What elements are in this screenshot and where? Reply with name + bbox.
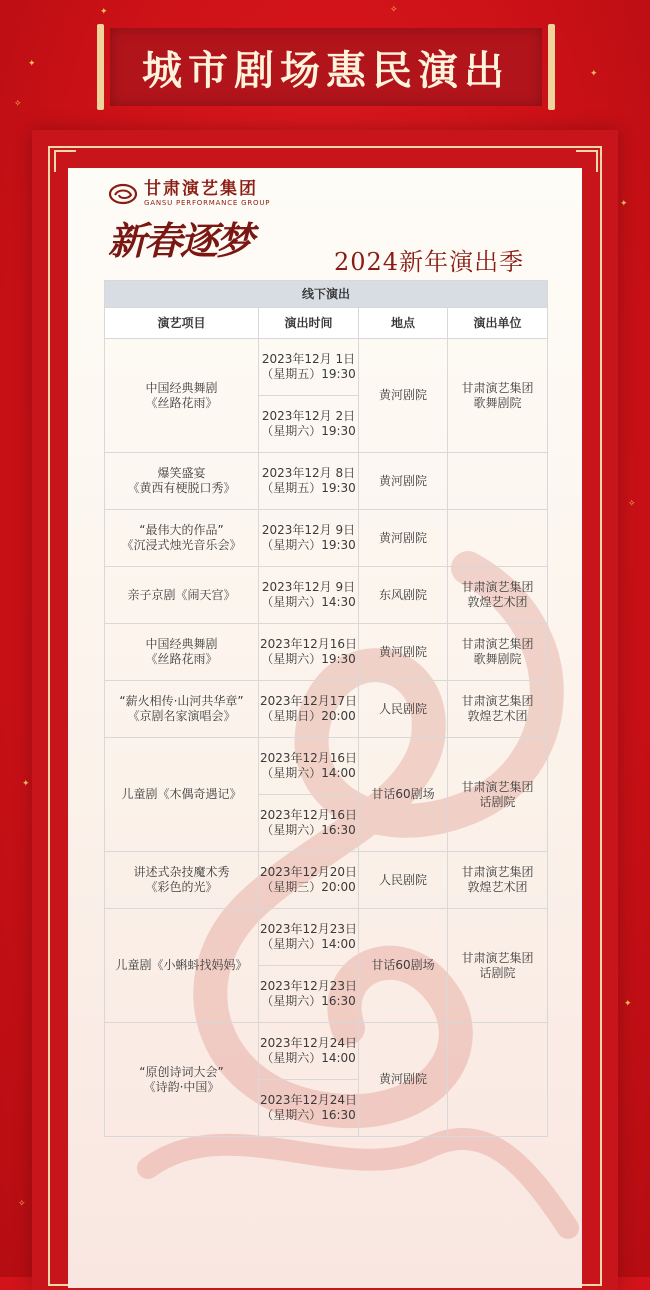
- performance-item: “原创诗词大会” 《诗韵·中国》: [105, 1023, 259, 1137]
- banner-left-bar: [97, 24, 104, 110]
- column-header: 地点: [359, 308, 448, 339]
- sparkle-icon: ✦: [620, 199, 628, 209]
- performance-time: 2023年12月16日 （星期六）14:00: [259, 738, 359, 795]
- performance-time: 2023年12月23日 （星期六）14:00: [259, 909, 359, 966]
- performance-time: 2023年12月24日 （星期六）16:30: [259, 1080, 359, 1137]
- performance-unit: 甘肃演艺集团 敦煌艺术团: [448, 852, 548, 909]
- performance-item: 亲子京剧《闹天宫》: [105, 567, 259, 624]
- performance-item: 中国经典舞剧 《丝路花雨》: [105, 624, 259, 681]
- table-row: [105, 510, 548, 567]
- performance-venue: 甘话60剧场: [359, 738, 448, 852]
- column-header: 演出单位: [448, 308, 548, 339]
- table-row: [105, 852, 548, 909]
- sparkle-icon: ✧: [14, 99, 22, 109]
- sparkle-icon: ✦: [22, 779, 30, 789]
- performance-unit: 甘肃演艺集团 歌舞剧院: [448, 624, 548, 681]
- performance-time: 2023年12月17日 （星期日）20:00: [259, 681, 359, 738]
- performance-venue: 黄河剧院: [359, 339, 448, 453]
- performance-unit: [448, 453, 548, 510]
- sparkle-icon: ✦: [28, 59, 36, 69]
- performance-unit: [448, 1023, 548, 1137]
- performance-time: 2023年12月20日 （星期三）20:00: [259, 852, 359, 909]
- performance-unit: [448, 510, 548, 567]
- performance-item: “最伟大的作品” 《沉浸式烛光音乐会》: [105, 510, 259, 567]
- performance-venue: 黄河剧院: [359, 453, 448, 510]
- table-row: [105, 339, 548, 396]
- performance-venue: 黄河剧院: [359, 624, 448, 681]
- performance-unit: 甘肃演艺集团 歌舞剧院: [448, 339, 548, 453]
- column-header: 演出时间: [259, 308, 359, 339]
- table-row: [105, 453, 548, 510]
- table-row: [105, 909, 548, 966]
- performance-time: 2023年12月 9日 （星期六）19:30: [259, 510, 359, 567]
- performance-unit: 甘肃演艺集团 敦煌艺术团: [448, 681, 548, 738]
- company-name-en: GANSU PERFORMANCE GROUP: [144, 199, 271, 207]
- table-row: [105, 567, 548, 624]
- performance-venue: 黄河剧院: [359, 1023, 448, 1137]
- performance-time: 2023年12月16日 （星期六）16:30: [259, 795, 359, 852]
- sparkle-icon: ✦: [624, 999, 632, 1009]
- performance-item: 讲述式杂技魔术秀 《彩色的光》: [105, 852, 259, 909]
- performance-time: 2023年12月 8日 （星期五）19:30: [259, 453, 359, 510]
- sparkle-icon: ✧: [628, 499, 636, 509]
- poster-paper: [68, 168, 582, 1288]
- performance-time: 2023年12月 1日 （星期五）19:30: [259, 339, 359, 396]
- performance-time: 2023年12月 9日 （星期六）14:30: [259, 567, 359, 624]
- banner-box: [110, 28, 542, 106]
- performance-time: 2023年12月23日 （星期六）16:30: [259, 966, 359, 1023]
- performance-venue: 甘话60剧场: [359, 909, 448, 1023]
- performance-venue: 人民剧院: [359, 852, 448, 909]
- sparkle-icon: ✦: [590, 69, 598, 79]
- sparkle-icon: ✧: [390, 5, 398, 15]
- performance-item: “薪火相传·山河共华章” 《京剧名家演唱会》: [105, 681, 259, 738]
- performance-item: 爆笑盛宴 《黄西有梗脱口秀》: [105, 453, 259, 510]
- performance-venue: 东风剧院: [359, 567, 448, 624]
- company-name-cn: 甘肃演艺集团: [144, 179, 258, 199]
- performance-item: 儿童剧《木偶奇遇记》: [105, 738, 259, 852]
- title-banner: [97, 24, 555, 110]
- performance-schedule-table: [104, 280, 548, 1137]
- performance-time: 2023年12月 2日 （星期六）19:30: [259, 396, 359, 453]
- performance-venue: 人民剧院: [359, 681, 448, 738]
- sparkle-icon: ✦: [100, 7, 108, 17]
- table-row: [105, 1023, 548, 1080]
- performance-unit: 甘肃演艺集团 话剧院: [448, 738, 548, 852]
- section-header: 线下演出: [105, 281, 548, 308]
- table-row: [105, 681, 548, 738]
- performance-venue: 黄河剧院: [359, 510, 448, 567]
- sparkle-icon: ✧: [18, 1199, 26, 1209]
- poster-script-title: 新春逐梦: [108, 218, 253, 263]
- cloud-logo-icon: [108, 183, 138, 205]
- table-row: [105, 738, 548, 795]
- performance-time: 2023年12月24日 （星期六）14:00: [259, 1023, 359, 1080]
- column-header: 演艺项目: [105, 308, 259, 339]
- banner-right-bar: [548, 24, 555, 110]
- performance-unit: 甘肃演艺集团 敦煌艺术团: [448, 567, 548, 624]
- performance-unit: 甘肃演艺集团 话剧院: [448, 909, 548, 1023]
- company-logo: [108, 176, 270, 212]
- performance-time: 2023年12月16日 （星期六）19:30: [259, 624, 359, 681]
- season-title: 2024新年演出季: [334, 248, 525, 276]
- banner-title: 城市剧场惠民演出: [142, 47, 510, 94]
- performance-item: 中国经典舞剧 《丝路花雨》: [105, 339, 259, 453]
- table-row: [105, 624, 548, 681]
- performance-item: 儿童剧《小蝌蚪找妈妈》: [105, 909, 259, 1023]
